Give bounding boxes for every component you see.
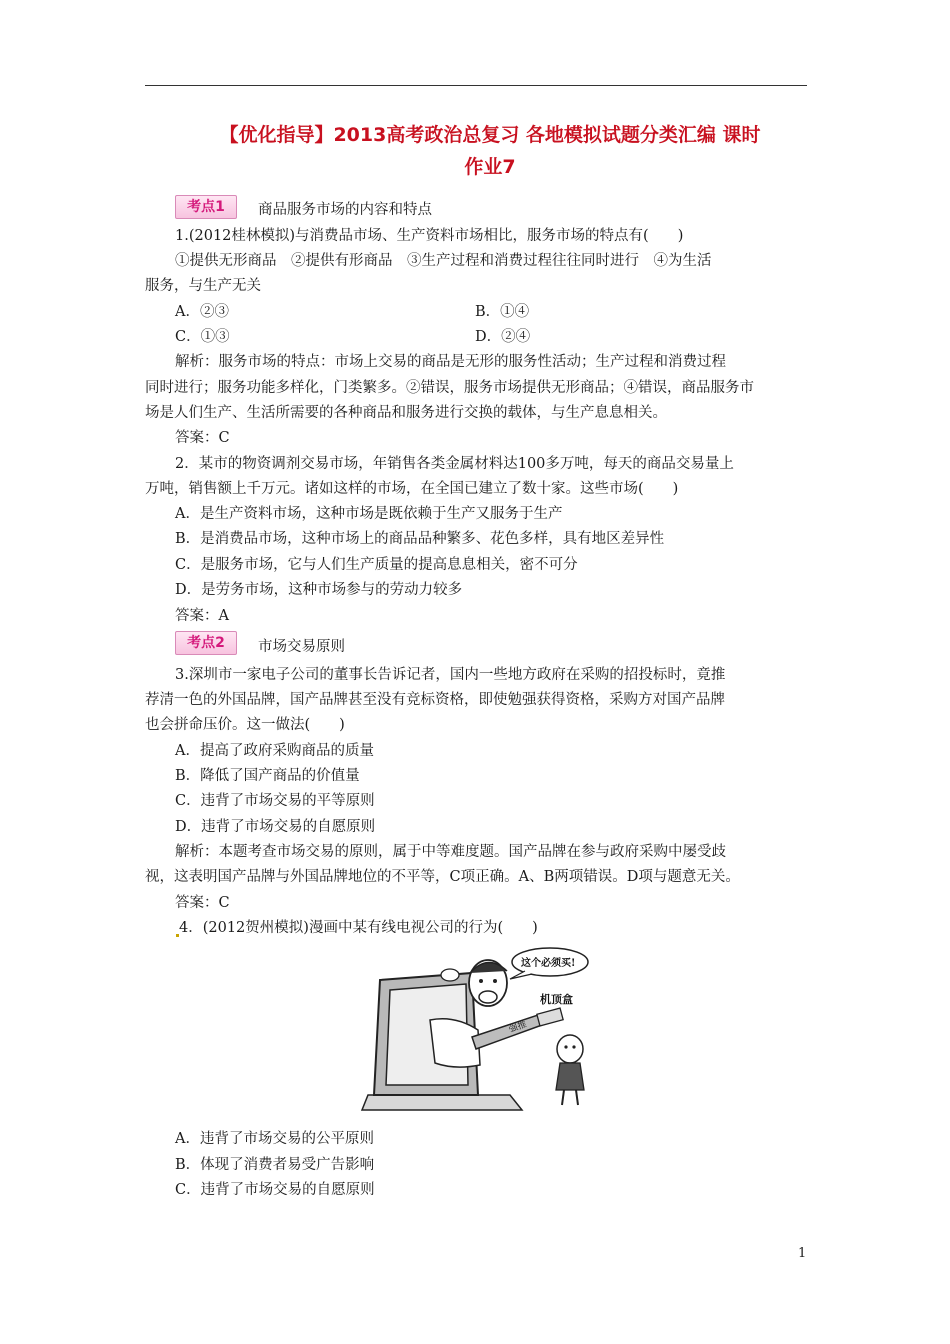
q1-stem-line-2: ①提供无形商品 ②提供有形商品 ③生产过程和消费过程往往同时进行 ④为生活 <box>175 253 712 269</box>
section-heading-2: 市场交易原则 <box>258 639 345 655</box>
q4-option-a: A．违背了市场交易的公平原则 <box>175 1131 374 1147</box>
consumer-leg-left <box>562 1090 564 1105</box>
man-body <box>430 1019 480 1067</box>
q4-stem: 4．(2012贺州模拟)漫画中某有线电视公司的行为( ) <box>179 920 538 936</box>
speech-bubble-text: 这个必须买! <box>521 958 576 969</box>
man-mouth <box>479 991 497 1003</box>
header-rule <box>145 85 807 86</box>
q3-option-d: D．违背了市场交易的自愿原则 <box>175 819 376 835</box>
q1-answer: 答案：C <box>175 430 230 446</box>
q2-stem-line-2: 万吨，销售额上千万元。诸如这样的市场，在全国已建立了数十家。这些市场( ) <box>145 481 679 497</box>
page-number: 1 <box>798 1246 807 1261</box>
q1-explanation-line-1: 解析：服务市场的特点：市场上交易的商品是无形的服务性活动；生产过程和消费过程 <box>175 354 726 370</box>
cartoon-illustration <box>360 945 590 1115</box>
consumer-body <box>556 1063 584 1090</box>
arm-label: 强推 <box>507 1019 529 1035</box>
q2-stem-line-1: 2．某市的物资调剂交易市场，年销售各类金属材料达100多万吨，每天的商品交易量上 <box>175 456 734 472</box>
q3-answer: 答案：C <box>175 895 230 911</box>
man-hand <box>441 969 459 981</box>
q1-stem-line-3: 服务，与生产无关 <box>145 278 261 294</box>
page-title-line-1: 【优化指导】2013高考政治总复习 各地模拟试题分类汇编 课时 <box>219 124 761 146</box>
q1-stem-line-1: 1.(2012桂林模拟)与消费品市场、生产资料市场相比，服务市场的特点有( ) <box>175 228 684 244</box>
man-eye-right <box>493 979 497 983</box>
consumer-leg-right <box>576 1090 578 1105</box>
section-badge-1: 考点1 <box>175 195 237 219</box>
section-badge-2: 考点2 <box>175 631 237 655</box>
q3-stem-line-3: 也会拼命压价。这一做法( ) <box>145 717 345 733</box>
q1-option-d: D．②④ <box>475 329 531 345</box>
q3-option-b: B．降低了国产商品的价值量 <box>175 768 360 784</box>
q1-explanation-line-2: 同时进行；服务功能多样化，门类繁多。②错误，服务市场提供无形商品；④错误，商品服务市 <box>145 380 754 396</box>
consumer-head <box>557 1035 583 1063</box>
set-top-box <box>537 1008 563 1026</box>
q4-option-c: C．违背了市场交易的自愿原则 <box>175 1182 375 1198</box>
q2-option-d: D．是劳务市场，这种市场参与的劳动力较多 <box>175 582 463 598</box>
q1-option-c: C．①③ <box>175 329 230 345</box>
section-heading-1: 商品服务市场的内容和特点 <box>258 202 432 218</box>
q3-explanation-line-2: 视，这表明国产品牌与外国品牌地位的不平等，C项正确。A、B两项错误。D项与题意无关。 <box>145 869 740 885</box>
q1-explanation-line-3: 场是人们生产、生活所需要的各种商品和服务进行交换的载体，与生产息息相关。 <box>145 405 667 421</box>
consumer-eye-right <box>572 1045 575 1048</box>
q1-option-b: B．①④ <box>475 304 530 320</box>
page-title-line-2: 作业7 <box>464 156 516 178</box>
q3-option-a: A．提高了政府采购商品的质量 <box>175 743 374 759</box>
q3-explanation-line-1: 解析：本题考查市场交易的原则，属于中等难度题。国产品牌在参与政府采购中屡受歧 <box>175 844 726 860</box>
q4-option-b: B．体现了消费者易受广告影响 <box>175 1157 375 1173</box>
box-label: 机顶盒 <box>540 993 573 1006</box>
man-eye-left <box>479 979 483 983</box>
q2-option-a: A．是生产资料市场，这种市场是既依赖于生产又服务于生产 <box>175 506 563 522</box>
consumer-eye-left <box>564 1045 567 1048</box>
q2-option-b: B．是消费品市场，这种市场上的商品品种繁多、花色多样，具有地区差异性 <box>175 531 665 547</box>
tv-stand <box>362 1095 522 1110</box>
q1-option-a: A．②③ <box>175 304 229 320</box>
pushing-arm <box>472 1015 542 1049</box>
q2-option-c: C．是服务市场，它与人们生产质量的提高息息相关，密不可分 <box>175 557 578 573</box>
q3-option-c: C．违背了市场交易的平等原则 <box>175 793 375 809</box>
q3-stem-line-1: 3.深圳市一家电子公司的董事长告诉记者，国内一些地方政府在采购的招投标时，竟推 <box>175 667 726 683</box>
q2-answer: 答案：A <box>175 608 229 624</box>
q3-stem-line-2: 荐清一色的外国品牌，国产品牌甚至没有竞标资格，即使勉强获得资格，采购方对国产品牌 <box>145 692 725 708</box>
